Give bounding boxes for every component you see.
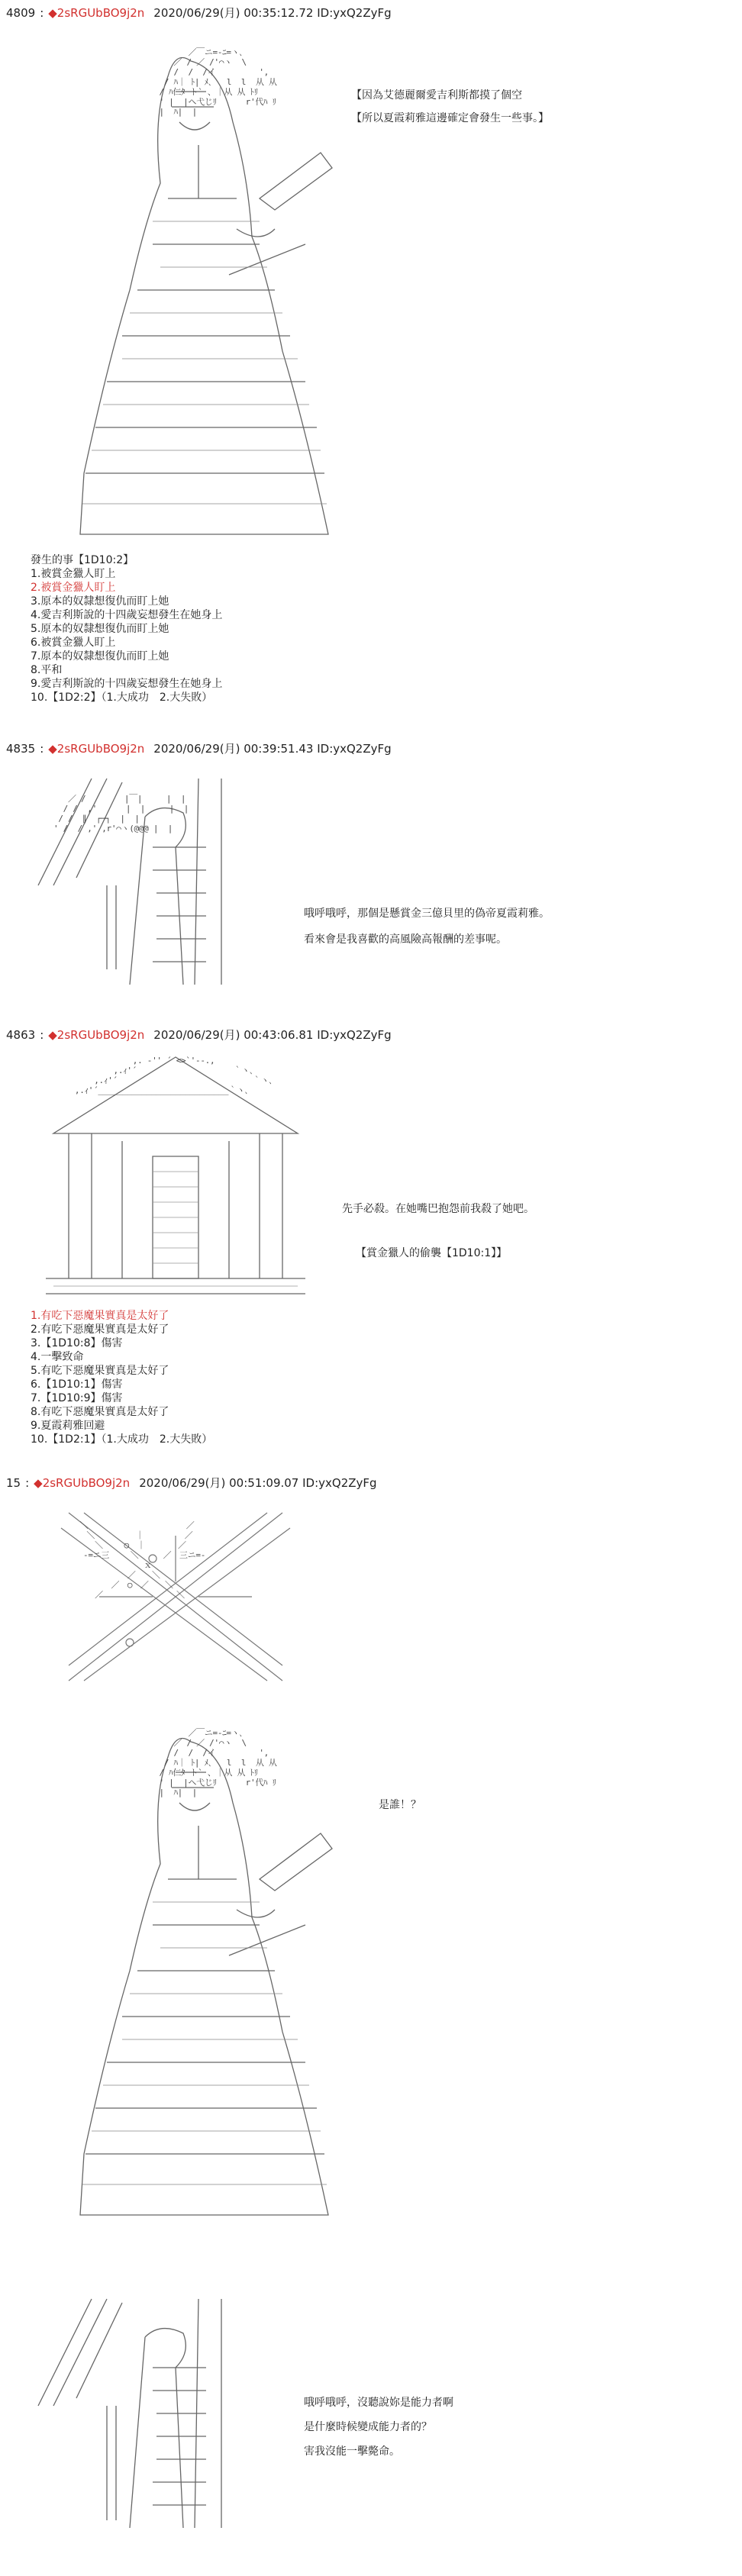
post-datetime: 2020/06/29(月) 00:51:09.07 ID:yxQ2ZyFg <box>139 1476 377 1490</box>
list-item: 8.平和 <box>31 664 63 676</box>
dialogue-line: 【因為艾德麗爾愛吉利斯都摸了個空 <box>351 89 522 102</box>
ascii-art-girl-2-text: ／￣ニ=-ﾆ=ヽ､ ／ / ／ /'⌒ヽ \ / / /イ ', / ﾊ｜ ﾄ| ﾒ､ l l 从 从 / ﾊ仁ﾀ ト` 、｜从 从 ﾄﾘ ' | |ヘ弋じﾘ r'代ﾊ ﾘ | ﾊ| | <box>159 1728 277 1797</box>
list-item: 10.【1D2:1】（1.大成功 2.大失敗） <box>31 1433 213 1446</box>
ascii-art-house-text: ,. ‐'' ´ <>`'‐-., ,.ｨ'´ ｀ヽ､ ,.ｨ'´ ｀ヽ､ ,.ｨ'´___________________________｀ヽ､ <box>74 1056 273 1095</box>
colon: : <box>40 1028 44 1042</box>
dialogue-line: 哦呼哦呼，沒聽說妳是能力者啊 <box>304 2397 453 2409</box>
post-header <box>6 1027 392 1043</box>
colon: : <box>40 6 44 20</box>
list-item-selected: 1.有吃下惡魔果實真是太好了 <box>31 1310 169 1322</box>
post-number: 4835 <box>6 742 36 756</box>
dialogue-line: 害我沒能一擊斃命。 <box>304 2445 400 2458</box>
dialogue-3 <box>342 1187 534 1275</box>
post-4863 <box>0 1027 742 1454</box>
list-item: 3.【1D10:8】傷害 <box>31 1337 123 1349</box>
colon: : <box>25 1476 30 1490</box>
dialogue-2 <box>304 901 550 953</box>
ascii-art-girl-text: ／￣ニ=-ﾆ=ヽ､ ／ / ／ /'⌒ヽ \ / / /イ ', / ﾊ｜ ﾄ| ﾒ､ l l 从 从 / ﾊ仁ﾀ ト` 、｜从 从 ﾄﾘ ' | |ヘ弋じﾘ r'代ﾊ ﾘ | ﾊ| | <box>159 47 277 117</box>
list-item-selected: 2.被賞金獵人盯上 <box>31 582 116 594</box>
post-header <box>6 5 392 21</box>
ascii-art-burst-text: ＼ ／ ＼ ｜ ／ ＼ ○ ｜ ／ -=ニ三 ＼ ／ 三ニ=- ｘ ／ ＼ ／ ○ ／ ＼ ／ ＼ <box>79 1520 206 1600</box>
list-item: 7.原本的奴隸想復仇而盯上她 <box>31 650 169 663</box>
list-item: 3.原本的奴隸想復仇而盯上她 <box>31 595 169 608</box>
dialogue-line: 先手必殺。在她嘴巴抱怨前我殺了她吧。 <box>342 1203 534 1215</box>
dice-list <box>31 553 222 704</box>
poster-name[interactable]: ◆2sRGUbBO9j2n <box>48 1028 145 1042</box>
post-header <box>6 740 392 756</box>
list-item: 4.一擊致命 <box>31 1351 84 1363</box>
dialogue-line: 【所以夏霞莉雅這邊確定會發生一些事。】 <box>351 112 549 124</box>
list-item: 4.愛吉利斯說的十四歲妄想發生在她身上 <box>31 609 223 621</box>
ascii-art-girl <box>76 46 351 550</box>
list-item: 2.有吃下惡魔果實真是太好了 <box>31 1323 169 1336</box>
ascii-art-hunter-2 <box>31 2291 275 2536</box>
list-item: 6.被賞金獵人盯上 <box>31 637 116 649</box>
list-item: 5.原本的奴隸想復仇而盯上她 <box>31 623 169 635</box>
list-item: 9.愛吉利斯說的十四歲妄想發生在她身上 <box>31 678 223 690</box>
post-4809 <box>0 0 742 763</box>
colon: : <box>40 742 44 756</box>
poster-name[interactable]: ◆2sRGUbBO9j2n <box>34 1476 131 1490</box>
dialogue-4a <box>379 1794 421 1817</box>
dialogue-line: 【賞金獵人的偷襲【1D10:1】】 <box>356 1247 508 1259</box>
post-number: 4863 <box>6 1028 36 1042</box>
list-item: 6.【1D10:1】傷害 <box>31 1378 123 1391</box>
post-4835 <box>0 740 742 1015</box>
post-number: 4809 <box>6 6 36 20</box>
list-title: 發生的事【1D10:2】 <box>31 554 134 566</box>
post-datetime: 2020/06/29(月) 00:35:12.72 ID:yxQ2ZyFg <box>153 6 392 20</box>
dialogue-line: 看來會是我喜歡的高風險高報酬的差事呢。 <box>304 933 507 946</box>
post-number: 15 <box>6 1476 21 1490</box>
ascii-art-hunter-text: ／ / |￣| | | / / ,' | | | | / / ∥ ┌─┐ | | ' / / ,' ,r'⌒ヽ(@@@ | | <box>53 794 189 833</box>
dice-list <box>31 1309 212 1446</box>
list-item: 9.夏霞莉雅回避 <box>31 1420 105 1432</box>
post-datetime: 2020/06/29(月) 00:39:51.43 ID:yxQ2ZyFg <box>153 742 392 756</box>
dialogue-line: 哦呼哦呼，那個是懸賞金三億貝里的偽帝夏霞莉雅。 <box>304 908 550 920</box>
list-item: 5.有吃下惡魔果實真是太好了 <box>31 1365 169 1377</box>
list-item: 7.【1D10:9】傷害 <box>31 1392 123 1404</box>
dialogue-line: 是誰！？ <box>379 1799 421 1811</box>
list-item: 1.被賞金獵人盯上 <box>31 568 116 580</box>
post-datetime: 2020/06/29(月) 00:43:06.81 ID:yxQ2ZyFg <box>153 1028 392 1042</box>
post-15 <box>0 1475 742 2574</box>
poster-name[interactable]: ◆2sRGUbBO9j2n <box>48 742 145 756</box>
dialogue-1 <box>351 84 549 130</box>
dialogue-4b <box>304 2391 453 2464</box>
ascii-art-girl-2 <box>76 1726 351 2230</box>
list-item: 10.【1D2:2】（1.大成功 2.大失敗） <box>31 692 213 704</box>
dialogue-line: 是什麼時候變成能力者的？ <box>304 2421 432 2433</box>
post-header <box>6 1475 377 1491</box>
list-item: 8.有吃下惡魔果實真是太好了 <box>31 1406 169 1418</box>
poster-name[interactable]: ◆2sRGUbBO9j2n <box>48 6 145 20</box>
